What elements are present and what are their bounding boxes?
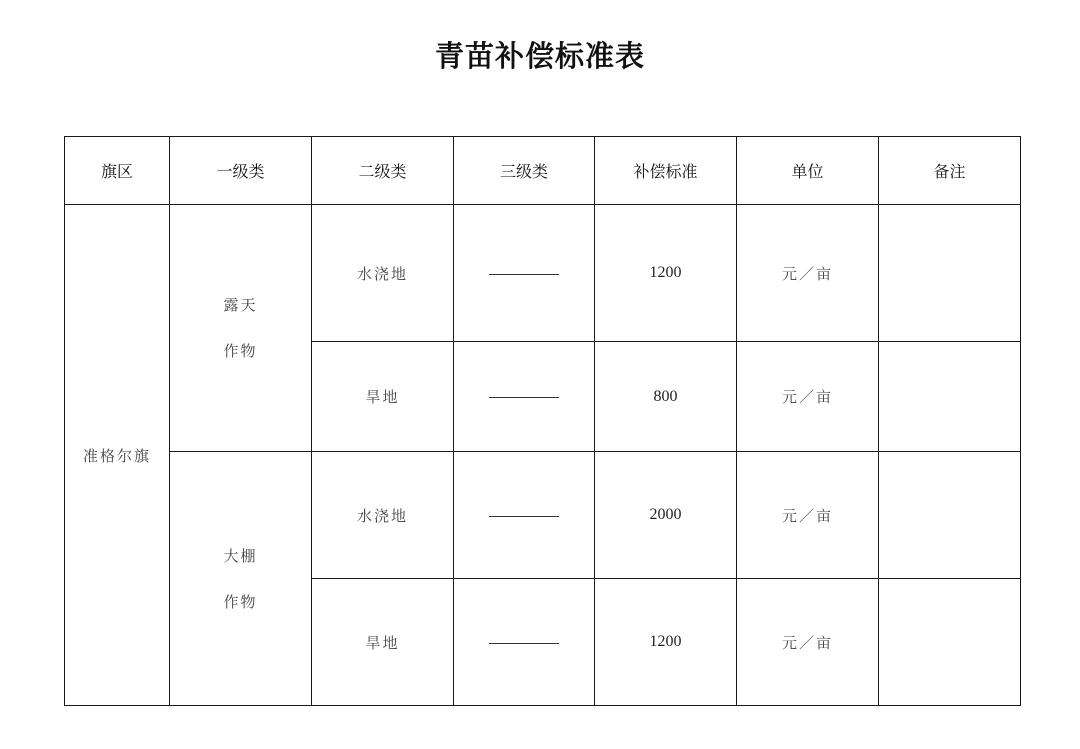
dash-placeholder: [489, 516, 559, 517]
standard-cell: 800: [595, 342, 737, 452]
region-cell: 准格尔旗: [65, 205, 170, 706]
level1-cell: [170, 205, 312, 452]
header-remark: 备注: [879, 137, 1021, 205]
level1-line: 作物: [223, 342, 258, 360]
level3-cell: [454, 205, 595, 342]
level2-cell: 旱地: [312, 579, 454, 706]
level3-cell: [454, 579, 595, 706]
unit-cell: 元／亩: [737, 579, 879, 706]
header-level2: 二级类: [312, 137, 454, 205]
unit-cell: 元／亩: [737, 205, 879, 342]
header-level3: 三级类: [454, 137, 595, 205]
unit-cell: 元／亩: [737, 452, 879, 579]
remark-cell: [879, 205, 1021, 342]
table-row: [65, 452, 1021, 579]
level3-cell: [454, 342, 595, 452]
standard-cell: 2000: [595, 452, 737, 579]
level2-cell: 水浇地: [312, 205, 454, 342]
unit-cell: 元／亩: [737, 342, 879, 452]
remark-cell: [879, 579, 1021, 706]
dash-placeholder: [489, 643, 559, 644]
compensation-table: [64, 136, 1021, 706]
remark-cell: [879, 342, 1021, 452]
dash-placeholder: [489, 397, 559, 398]
level3-cell: [454, 452, 595, 579]
standard-cell: 1200: [595, 205, 737, 342]
table-row: [65, 205, 1021, 342]
header-region: 旗区: [65, 137, 170, 205]
header-row: [65, 137, 1021, 205]
dash-placeholder: [489, 274, 559, 275]
level2-cell: 旱地: [312, 342, 454, 452]
document-title: 青苗补偿标准表: [434, 39, 645, 73]
standard-cell: 1200: [595, 579, 737, 706]
level1-cell: [170, 452, 312, 706]
level1-line: 作物: [223, 592, 258, 611]
remark-cell: [879, 452, 1021, 579]
header-level1: 一级类: [170, 137, 312, 205]
level2-cell: 水浇地: [312, 452, 454, 579]
level1-line: 露天: [223, 296, 258, 314]
header-standard: 补偿标准: [595, 137, 737, 205]
header-unit: 单位: [737, 137, 879, 205]
level1-line: 大棚: [223, 546, 258, 565]
